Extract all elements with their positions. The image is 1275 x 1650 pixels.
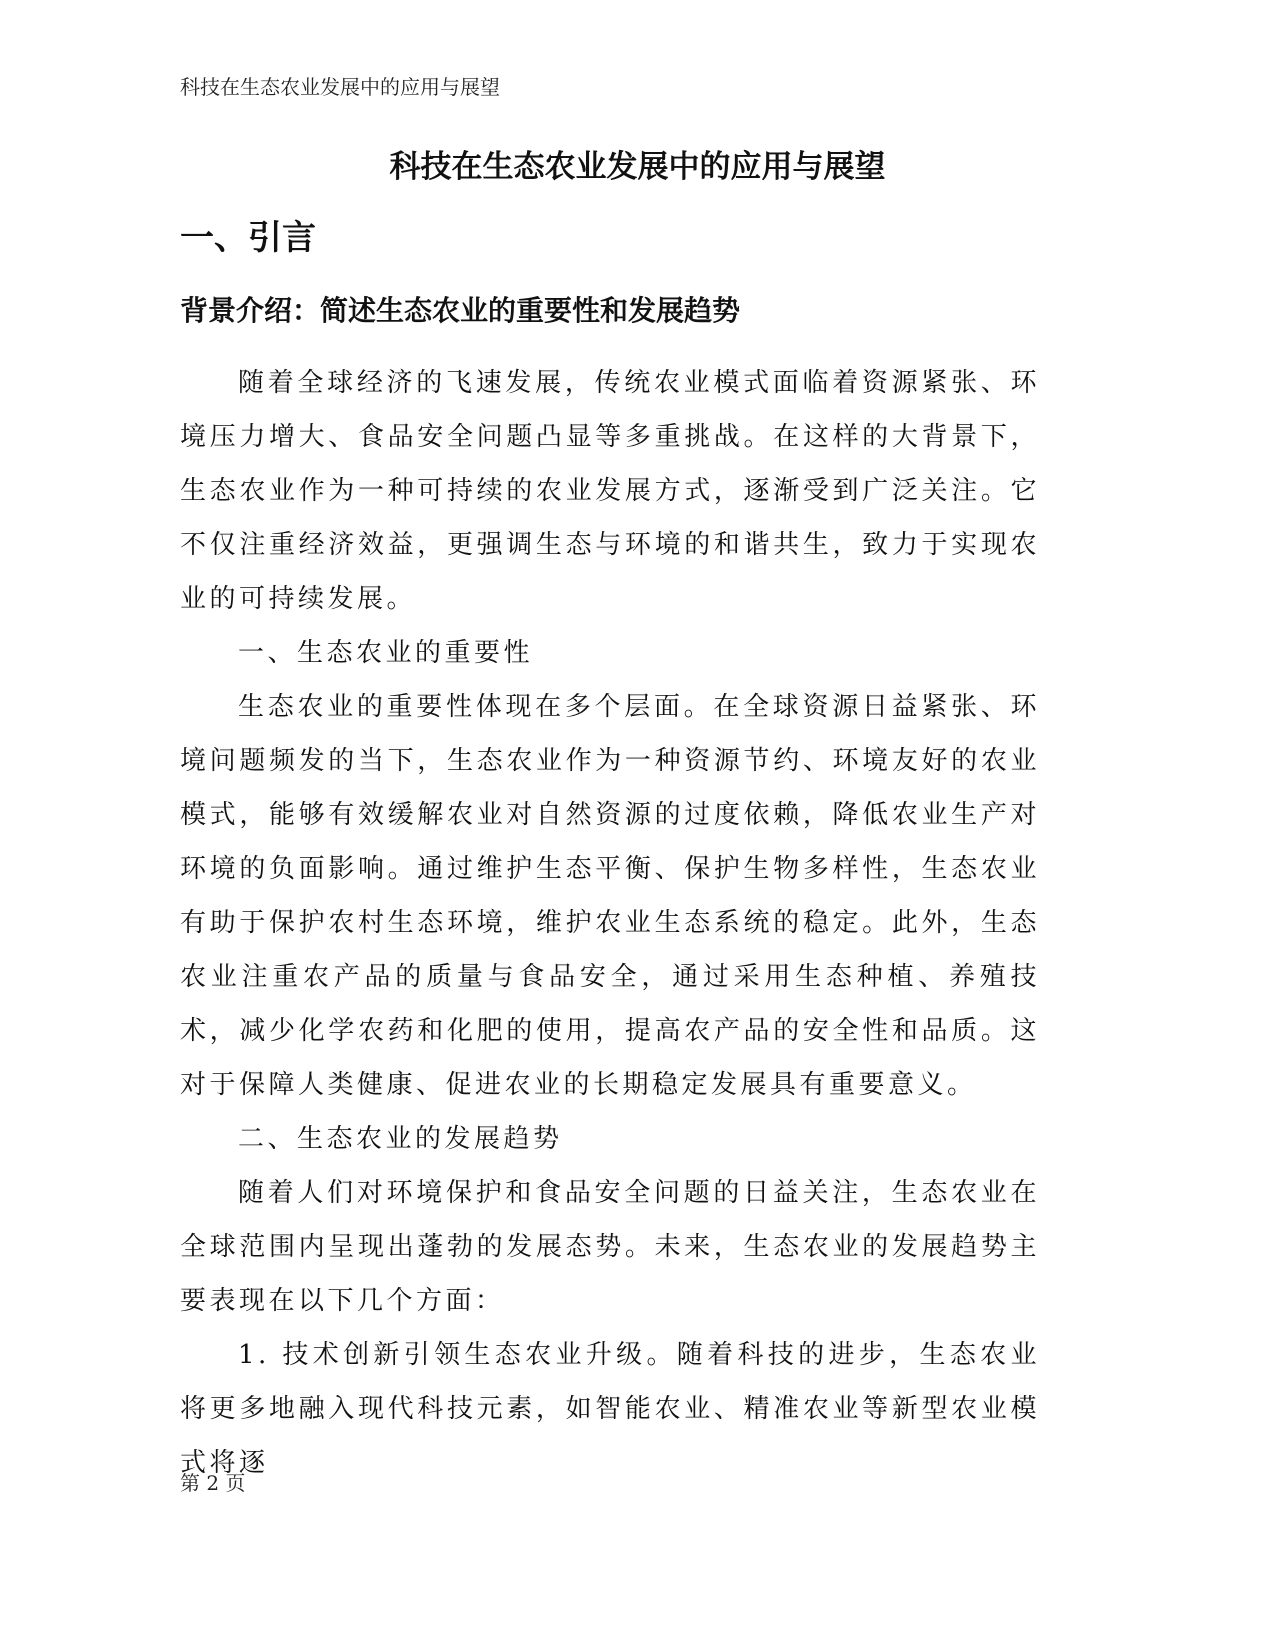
section-heading: 一、引言 <box>180 218 316 258</box>
paragraph-importance: 生态农业的重要性体现在多个层面。在全球资源日益紧张、环境问题频发的当下，生态农业作为一种资源节约、环境友好的农业模式，能够有效缓解农业对自然资源的过度依赖，降低农业生产对环境的负面影响。通过维护生态平衡、保护生物多样性，生态农业有助于保护农村生态环境，维护农业生态系统的稳定。此外，生态农业注重农产品的质量与食品安全，通过采用生态种植、养殖技术，减少化学农药和化肥的使用，提高农产品的安全性和品质。这对于保障人类健康、促进农业的长期稳定发展具有重要意义。 <box>180 692 1040 1100</box>
paragraph-heading-importance: 一、生态农业的重要性 <box>238 638 534 668</box>
page-number: 第 2 页 <box>180 1471 246 1495</box>
document-title: 科技在生态农业发展中的应用与展望 <box>389 149 886 185</box>
paragraph-heading-trend: 二、生态农业的发展趋势 <box>238 1124 563 1154</box>
body-text <box>180 356 1040 1490</box>
paragraph-trend-item-1: 1. 技术创新引领生态农业升级。随着科技的进步，生态农业将更多地融入现代科技元素，如智能农业、精准农业等新型农业模式将逐 <box>180 1340 1040 1478</box>
paragraph-background: 随着全球经济的飞速发展，传统农业模式面临着资源紧张、环境压力增大、食品安全问题凸显等多重挑战。在这样的大背景下，生态农业作为一种可持续的农业发展方式，逐渐受到广泛关注。它不仅注重经济效益，更强调生态与环境的和谐共生，致力于实现农业的可持续发展。 <box>180 368 1040 614</box>
paragraph-trend: 随着人们对环境保护和食品安全问题的日益关注，生态农业在全球范围内呈现出蓬勃的发展态势。未来，生态农业的发展趋势主要表现在以下几个方面： <box>180 1178 1040 1316</box>
subsection-heading: 背景介绍：简述生态农业的重要性和发展趋势 <box>180 294 741 327</box>
running-header: 科技在生态农业发展中的应用与展望 <box>180 75 500 99</box>
